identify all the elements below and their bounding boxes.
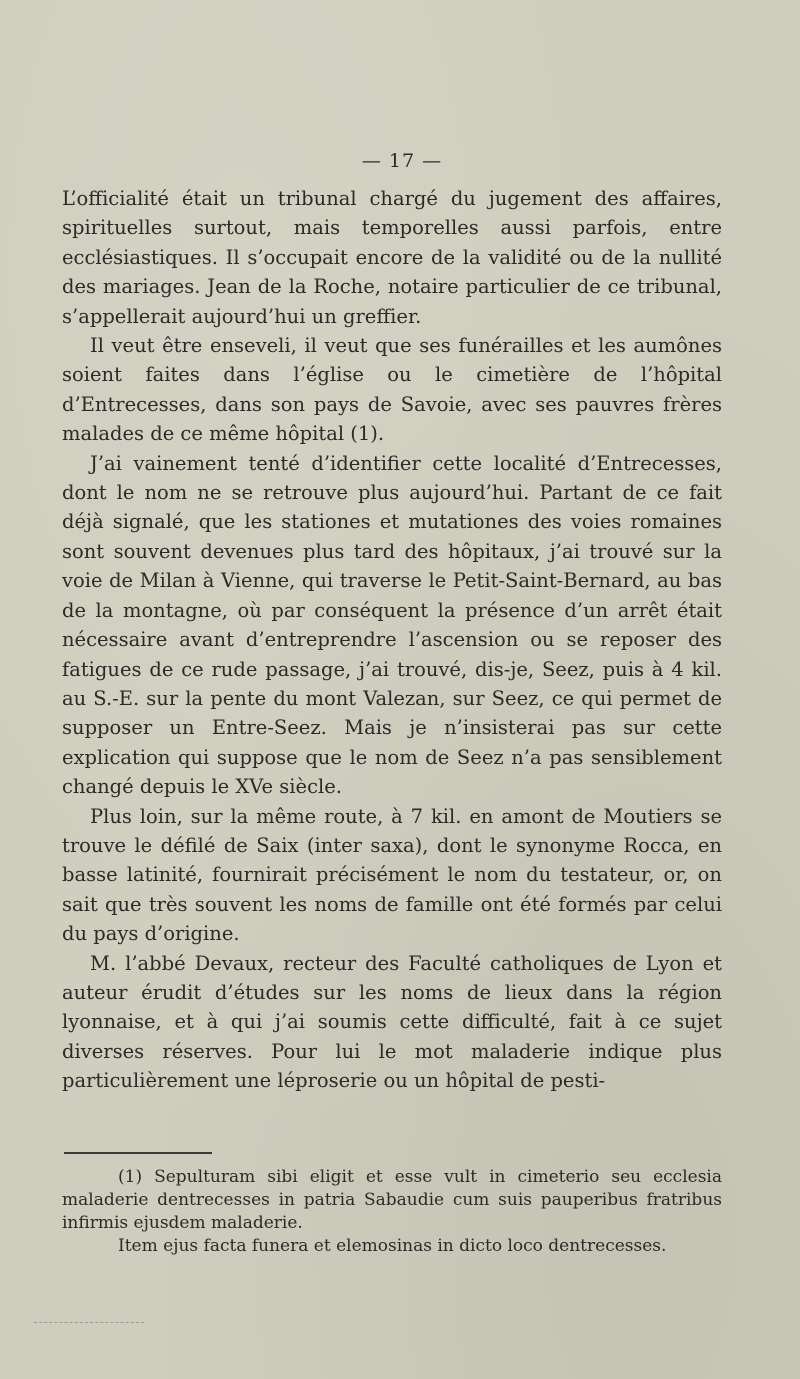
footnote: Item ejus facta funera et elemosinas in dicto loco dentrecesses. (118, 1235, 667, 1256)
footnote-divider (64, 1152, 212, 1154)
paragraph: Plus loin, sur la même route, à 7 kil. en amont de Moutiers se trouve le défilé de Saix (inter saxa), dont le synonyme Rocca, en basse latinité, fournirait précisément le nom du testateur, or, on sait que très souvent les noms de famille ont été formés par celui du pays d’origine. (62, 804, 722, 946)
paragraph: L’officialité était un tribunal chargé du jugement des affaires, spirituelles surtout, mais temporelles aussi parfois, entre ecclésiastiques. Il s’occupait encore de la validité ou de la nullité des mariages. Jean de la Roche, notaire particulier de ce tribunal, s’appellerait aujourd’hui un greffier. (62, 187, 722, 328)
footnotes (62, 1166, 722, 1258)
paragraph: M. l’abbé Devaux, recteur des Faculté catholiques de Lyon et auteur érudit d’études sur les noms de lieux dans la région lyonnaise, et à qui j’ai soumis cette difficulté, fait à ce sujet diverses réserves. Pour lui le mot maladerie indique plus particulièrement une léproserie ou un hôpital de pesti- (62, 951, 722, 1093)
page-mark (34, 1322, 144, 1324)
paragraph: J’ai vainement tenté d’identifier cette localité d’Entrecesses, dont le nom ne se retrouve plus aujourd’hui. Partant de ce fait déjà signalé, que les stationes et mutationes des voies romaines sont souvent devenues plus tard des hôpitaux, j’ai trouvé sur la voie de Milan à Vienne, qui traverse le Petit-Saint-Bernard, au bas de la montagne, où par conséquent la présence d’un arrêt était nécessaire avant d’entreprendre l’ascension ou se reposer des fatigues de ce rude passage, j’ai trouvé, dis-je, Seez, puis à 4 kil. au S.-E. sur la pente du mont Valezan, sur Seez, ce qui permet de supposer un Entre-Seez. Mais je n’insisterai pas sur cette explication qui suppose que le nom de Seez n’a pas sensiblement changé depuis le XVe siècle. (62, 451, 722, 799)
footnote: (1) Sepulturam sibi eligit et esse vult in cimeterio seu ecclesia maladerie dentrecesses in patria Sabaudie cum suis pauperibus fratribus infirmis ejusdem maladerie. (62, 1166, 722, 1233)
body-text (62, 184, 722, 1096)
book-page (62, 150, 722, 1258)
paragraph: Il veut être enseveli, il veut que ses funérailles et les aumônes soient faites dans l’église ou le cimetière de l’hôpital d’Entrecesses, dans son pays de Savoie, avec ses pauvres frères malades de ce même hôpital (1). (62, 334, 722, 446)
page-number: — 17 — (361, 150, 443, 172)
